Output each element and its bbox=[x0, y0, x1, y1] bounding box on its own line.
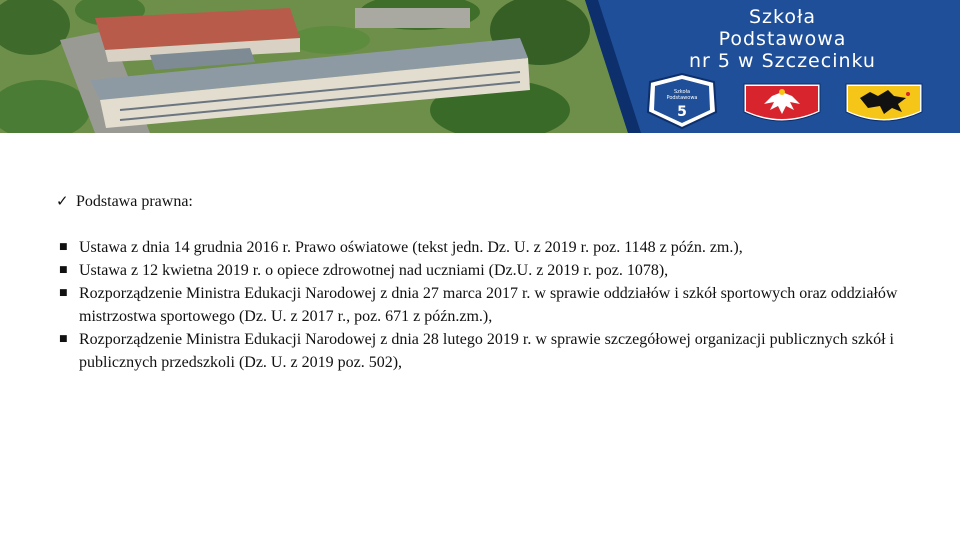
list-item bbox=[56, 236, 916, 259]
school-name-line-1: Szkoła bbox=[748, 6, 817, 28]
list-item-text: Rozporządzenie Ministra Edukacji Narodowej z dnia 28 lutego 2019 r. w sprawie szczegółowej organizacji publicznych szkół i publicznych przedszkoli (Dz. U. z 2019 poz. 502), bbox=[79, 331, 894, 371]
list-item-text: Rozporządzenie Ministra Edukacji Narodowej z dnia 27 marca 2017 r. w sprawie oddziałów i szkół sportowych oraz oddziałów mistrzostwa sportowego (Dz. U. z 2017 r., poz. 671 z późn.zm.), bbox=[79, 285, 898, 325]
list-item bbox=[56, 259, 916, 282]
list-item-text: Ustawa z 12 kwietna 2019 r. o opiece zdrowotnej nad uczniami (Dz.U. z 2019 r. poz. 1078), bbox=[79, 262, 669, 279]
school-name-line-3: nr 5 w Szczecinku bbox=[689, 50, 876, 72]
szczecinek-coat-of-arms bbox=[846, 84, 922, 121]
school-name-title bbox=[630, 6, 935, 72]
list-item bbox=[56, 328, 916, 374]
square-bullet-icon: ■ bbox=[59, 265, 68, 275]
legal-basis-section bbox=[56, 190, 916, 374]
list-item bbox=[56, 282, 916, 328]
svg-text:5: 5 bbox=[677, 104, 687, 120]
polish-eagle-emblem bbox=[744, 84, 820, 121]
header-banner bbox=[0, 0, 960, 133]
svg-text:Szkoła: Szkoła bbox=[673, 89, 691, 95]
legal-basis-heading bbox=[56, 190, 916, 213]
school-name-line-2: Podstawowa bbox=[718, 28, 847, 50]
square-bullet-icon: ■ bbox=[59, 242, 68, 252]
checkmark-icon: ✓ bbox=[56, 192, 69, 210]
svg-text:Podstawowa: Podstawowa bbox=[666, 95, 698, 101]
square-bullet-icon: ■ bbox=[59, 288, 68, 298]
heading-label: Podstawa prawna: bbox=[76, 193, 193, 210]
square-bullet-icon: ■ bbox=[59, 334, 68, 344]
list-item-text: Ustawa z dnia 14 grudnia 2016 r. Prawo oświatowe (tekst jedn. Dz. U. z 2019 r. poz. 1148 z późn. zm.), bbox=[79, 239, 743, 256]
